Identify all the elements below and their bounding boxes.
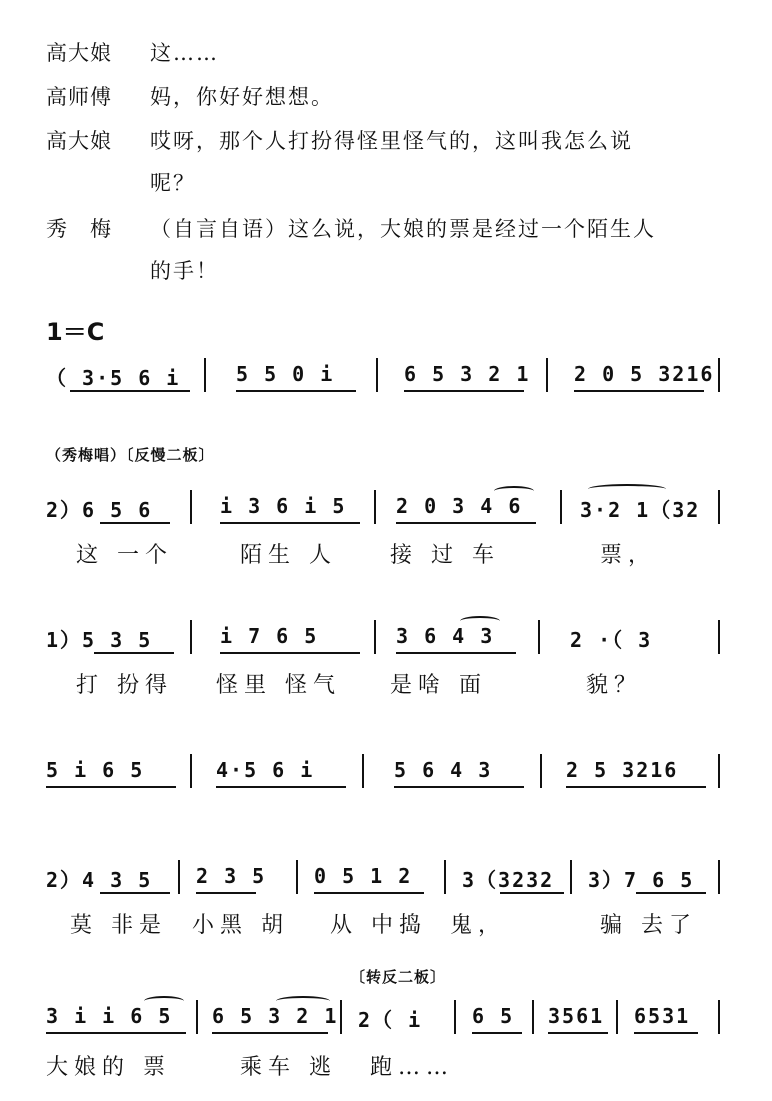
bar-line <box>204 358 206 392</box>
beam-underline <box>100 892 170 894</box>
beam-underline <box>236 390 356 392</box>
measure: 2 5 3216 <box>566 758 679 782</box>
beam-underline <box>94 652 174 654</box>
bar-line <box>532 1000 534 1034</box>
beam-underline <box>212 1032 328 1034</box>
beam-underline <box>70 390 190 392</box>
slur-arc <box>494 486 534 496</box>
measure: 5 i 6 5 <box>46 758 145 782</box>
lyric: 乘车 逃 <box>240 1055 337 1078</box>
beam-underline <box>216 786 346 788</box>
lyric: 大娘的 票 <box>46 1055 171 1078</box>
measure: 6 5 <box>472 1004 515 1028</box>
measure: 0 5 1 2 <box>314 864 413 888</box>
beam-underline <box>396 652 516 654</box>
beam-underline <box>548 1032 608 1034</box>
section-tag-1: （秀梅唱）〔反慢二板〕 <box>46 446 215 464</box>
bar-line <box>340 1000 342 1034</box>
speaker-1: 高大娘 <box>46 41 112 65</box>
lyric: 小黑 胡 <box>192 913 289 938</box>
beam-underline <box>636 892 706 894</box>
measure: i 3 6 i 5 <box>220 494 347 518</box>
staff-system-6 <box>40 1004 730 1084</box>
beam-underline <box>472 1032 522 1034</box>
measure: 2 0 5 3216 <box>574 362 715 386</box>
speech-4-line-1: （自言自语）这么说，大娘的票是经过一个陌生人 <box>150 217 656 241</box>
dialogue-block <box>46 36 746 296</box>
measure: 2）4 3 5 <box>46 868 153 892</box>
bar-line <box>540 754 542 788</box>
bar-line <box>616 1000 618 1034</box>
lyric: 接 过 车 <box>390 543 500 568</box>
measure: 1）5 3 5 <box>46 628 153 652</box>
measure: 3（3232 <box>462 868 555 892</box>
lyric: 骗 去了 <box>600 913 697 938</box>
measure: i 7 6 5 <box>220 624 319 648</box>
lyric: 貌？ <box>586 673 643 698</box>
staff-system-4 <box>40 758 730 802</box>
bar-line <box>374 490 376 524</box>
bar-line <box>718 860 720 894</box>
beam-underline <box>46 786 176 788</box>
bar-line <box>718 620 720 654</box>
beam-underline <box>220 522 360 524</box>
speech-3-line-2: 呢？ <box>150 171 196 195</box>
measure: 2 3 5 <box>196 864 267 888</box>
staff-system-3 <box>40 624 730 704</box>
beam-underline <box>220 652 360 654</box>
bar-line <box>374 620 376 654</box>
measure: 2 0 3 4 6 <box>396 494 523 518</box>
slur-arc <box>276 996 330 1006</box>
speech-4-line-2: 的手！ <box>150 259 219 283</box>
measure: 2（ i <box>358 1008 423 1032</box>
bar-line <box>444 860 446 894</box>
key-signature: 1＝C <box>46 318 105 346</box>
speech-1: 这…… <box>150 41 219 65</box>
measure: 6 5 3 2 1 <box>404 362 531 386</box>
speaker-2: 高师傅 <box>46 85 112 109</box>
lyric: 从 中捣 <box>330 913 427 938</box>
slur-arc <box>144 996 184 1006</box>
bar-line <box>376 358 378 392</box>
slur-arc <box>460 616 500 626</box>
bar-line <box>190 490 192 524</box>
bar-line <box>718 490 720 524</box>
bar-line <box>178 860 180 894</box>
lyric: 怪里 怪气 <box>216 673 341 698</box>
beam-underline <box>404 390 524 392</box>
bar-line <box>718 754 720 788</box>
lyric: 这 一个 <box>76 543 173 568</box>
beam-underline <box>46 1032 186 1034</box>
beam-underline <box>394 786 524 788</box>
beam-underline <box>566 786 706 788</box>
slur-arc <box>588 484 666 494</box>
measure: 2 ·（ 3 <box>570 628 653 652</box>
lyric: 跑…… <box>370 1055 455 1078</box>
measure: 3·2 1（32 <box>580 498 701 522</box>
staff-system-1 <box>40 362 730 402</box>
measure: 2）6 5 6 <box>46 498 153 522</box>
bar-line <box>190 754 192 788</box>
bar-line <box>546 358 548 392</box>
measure: 3561 <box>548 1004 605 1028</box>
beam-underline <box>314 892 424 894</box>
bar-line <box>190 620 192 654</box>
lyric: 票， <box>600 543 657 568</box>
lyric: 打 扮得 <box>76 673 173 698</box>
bar-line <box>570 860 572 894</box>
beam-underline <box>100 522 170 524</box>
measure: 5 5 0 i <box>236 362 335 386</box>
bar-line <box>362 754 364 788</box>
speech-2: 妈，你好好想想。 <box>150 85 334 109</box>
bar-line <box>560 490 562 524</box>
bar-line <box>538 620 540 654</box>
beam-underline <box>634 1032 698 1034</box>
measure: 3 i i 6 5 <box>46 1004 173 1028</box>
speech-3-line-1: 哎呀，那个人打扮得怪里怪气的，这叫我怎么说 <box>150 129 633 153</box>
speaker-4: 秀 梅 <box>46 217 112 241</box>
measure: 4·5 6 i <box>216 758 315 782</box>
staff-system-2 <box>40 494 730 574</box>
bar-line <box>296 860 298 894</box>
beam-underline <box>574 390 704 392</box>
speaker-3: 高大娘 <box>46 129 112 153</box>
bar-line <box>718 1000 720 1034</box>
bar-line <box>718 358 720 392</box>
beam-underline <box>500 892 564 894</box>
measure: 3）7 6 5 <box>588 868 695 892</box>
lyric: 是啥 面 <box>390 673 487 698</box>
measure: 3 6 4 3 <box>396 624 495 648</box>
staff-system-5 <box>40 864 730 944</box>
section-tag-2: 〔转反二板〕 <box>350 968 447 986</box>
measure: （ 3·5 6 i <box>46 366 181 390</box>
lyric: 鬼， <box>450 913 507 938</box>
measure: 6531 <box>634 1004 691 1028</box>
lyric: 陌生 人 <box>240 543 337 568</box>
lyric: 莫 非是 <box>70 913 167 938</box>
measure: 6 5 3 2 1 <box>212 1004 339 1028</box>
measure: 5 6 4 3 <box>394 758 493 782</box>
beam-underline <box>396 522 536 524</box>
bar-line <box>196 1000 198 1034</box>
beam-underline <box>196 892 256 894</box>
bar-line <box>454 1000 456 1034</box>
